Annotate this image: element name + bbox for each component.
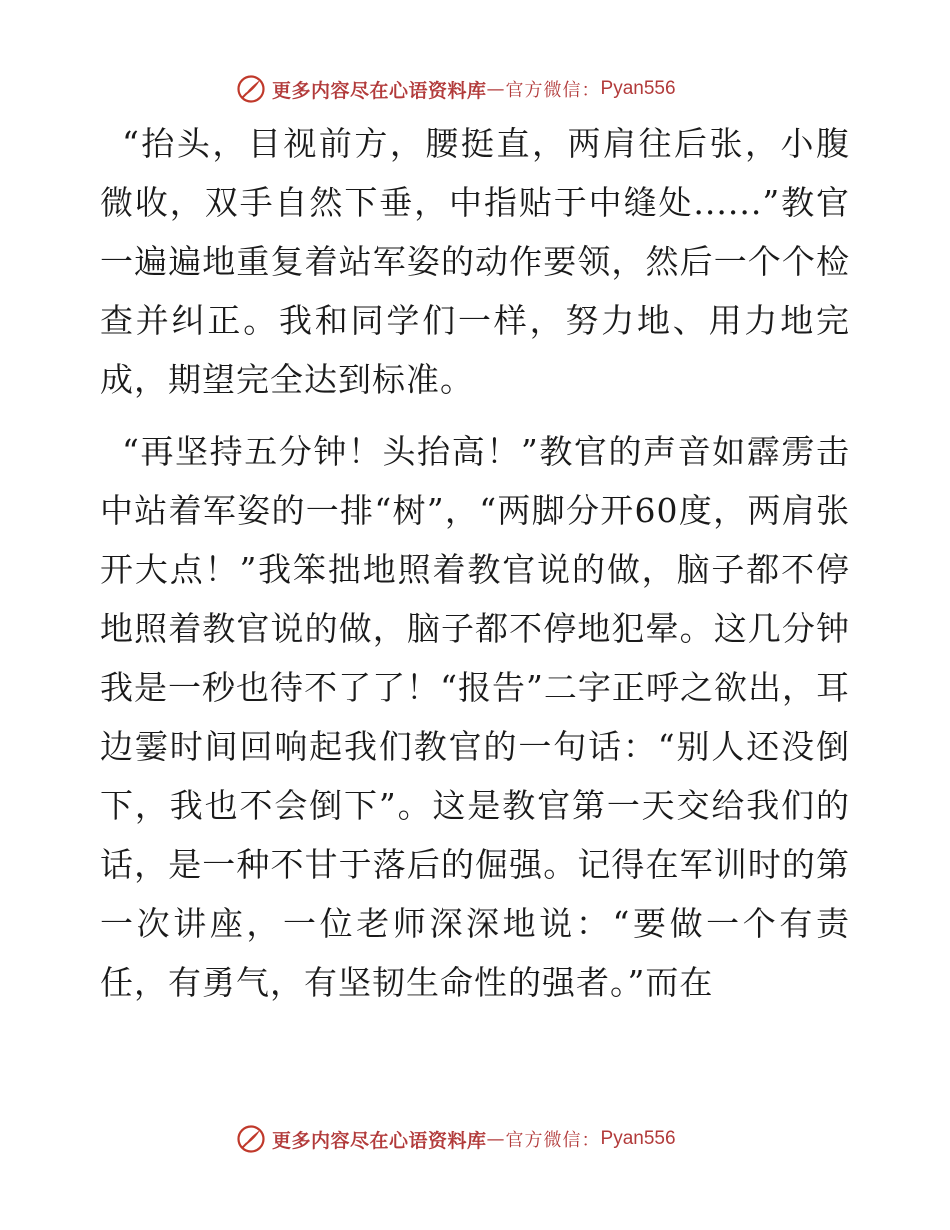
- watermark-wechat-handle: Pyan556: [600, 78, 676, 99]
- quill-logo-icon: [236, 74, 266, 104]
- footer-watermark: [236, 1122, 676, 1156]
- watermark-brand: 更多内容尽在心语资料库: [272, 1129, 487, 1152]
- watermark-official-label: 官方微信：: [505, 80, 601, 101]
- header-watermark: [236, 72, 676, 106]
- paragraph-1: “抬头，目视前方，腰挺直，两肩往后张，小腹微收，双手自然下垂，中指贴于中缝处......”教官一遍遍地重复着站军姿的动作要领，然后一个个检查并纠正。我和同学们一样，努力地、用力地完成，期望完全达到标准。: [100, 124, 850, 399]
- watermark-separator: —: [486, 1128, 506, 1150]
- watermark-wechat-handle: Pyan556: [600, 1128, 676, 1149]
- document-body: [100, 114, 850, 1012]
- watermark-brand: 更多内容尽在心语资料库: [272, 79, 487, 102]
- watermark-official-label: 官方微信：: [505, 1130, 601, 1151]
- quill-logo-icon: [236, 1124, 266, 1154]
- watermark-separator: —: [486, 78, 506, 100]
- paragraph-2: “再坚持五分钟！头抬高！”教官的声音如霹雳击中站着军姿的一排“树”，“两脚分开60度，两肩张开大点！”我笨拙地照着教官说的做，脑子都不停地照着教官说的做，脑子都不停地犯晕。这几分钟我是一秒也待不了了！“报告”二字正呼之欲出，耳边霎时间回响起我们教官的一句话：“别人还没倒下，我也不会倒下”。这是教官第一天交给我们的话，是一种不甘于落后的倔强。记得在军训时的第一次讲座，一位老师深深地说：“要做一个有责任，有勇气，有坚韧生命性的强者。”而在: [100, 432, 850, 1002]
